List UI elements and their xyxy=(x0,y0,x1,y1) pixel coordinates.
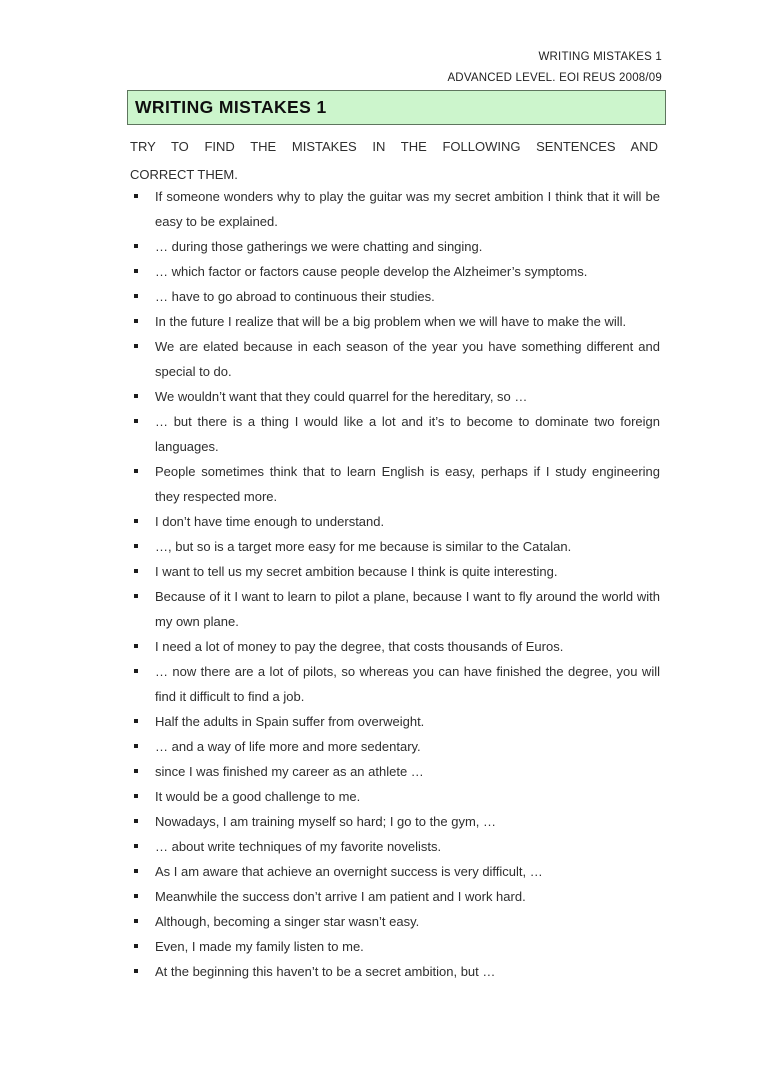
list-item xyxy=(130,759,660,784)
list-item xyxy=(130,859,660,884)
bullet-square-icon xyxy=(130,234,155,259)
sentence-text: … and a way of life more and more sedentary. xyxy=(155,739,421,754)
sentence-list xyxy=(130,184,660,984)
bullet-square-icon xyxy=(130,534,155,559)
list-item xyxy=(130,409,660,459)
list-item xyxy=(130,884,660,909)
sentence-text: Half the adults in Spain suffer from overweight. xyxy=(155,714,425,729)
sentence-text: …, but so is a target more easy for me because is similar to the Catalan. xyxy=(155,539,572,554)
list-item xyxy=(130,309,660,334)
sentence-text: Even, I made my family listen to me. xyxy=(155,939,364,954)
bullet-square-icon xyxy=(130,259,155,284)
instruction-paragraph xyxy=(130,133,658,189)
sentence-text: … now there are a lot of pilots, so whereas you can have finished the degree, you will find it difficult to find a job. xyxy=(155,664,660,704)
sentence-text: Nowadays, I am training myself so hard; I go to the gym, … xyxy=(155,814,497,829)
bullet-square-icon xyxy=(130,859,155,884)
list-item xyxy=(130,234,660,259)
sentence-text: I need a lot of money to pay the degree, that costs thousands of Euros. xyxy=(155,639,564,654)
sentence-text: Meanwhile the success don’t arrive I am patient and I work hard. xyxy=(155,889,526,904)
bullet-square-icon xyxy=(130,334,155,359)
list-item xyxy=(130,709,660,734)
list-item xyxy=(130,534,660,559)
sentence-text: It would be a good challenge to me. xyxy=(155,789,361,804)
list-item xyxy=(130,634,660,659)
instruction-line-2: CORRECT THEM. xyxy=(130,167,238,182)
list-item xyxy=(130,659,660,709)
running-header xyxy=(447,47,662,89)
sentence-text: Although, becoming a singer star wasn’t easy. xyxy=(155,914,420,929)
list-item xyxy=(130,184,660,234)
sentence-text: … but there is a thing I would like a lot and it’s to become to dominate two foreign languages. xyxy=(155,414,660,454)
bullet-square-icon xyxy=(130,309,155,334)
bullet-square-icon xyxy=(130,384,155,409)
running-header-title: WRITING MISTAKES 1 xyxy=(538,51,662,63)
list-item xyxy=(130,559,660,584)
list-item xyxy=(130,834,660,859)
sentence-text: … which factor or factors cause people develop the Alzheimer’s symptoms. xyxy=(155,264,588,279)
bullet-square-icon xyxy=(130,634,155,659)
sentence-text: People sometimes think that to learn English is easy, perhaps if I study engineering they respected more. xyxy=(155,464,660,504)
bullet-square-icon xyxy=(130,509,155,534)
list-item xyxy=(130,284,660,309)
bullet-square-icon xyxy=(130,734,155,759)
sentence-text: … during those gatherings we were chatting and singing. xyxy=(155,239,483,254)
sentence-text: since I was finished my career as an athlete … xyxy=(155,764,424,779)
list-item xyxy=(130,384,660,409)
sentence-text: If someone wonders why to play the guitar was my secret ambition I think that it will be easy to be explained. xyxy=(155,189,660,229)
instruction-line-1: TRY TO FIND THE MISTAKES IN THE FOLLOWING SENTENCES AND xyxy=(130,139,658,154)
bullet-square-icon xyxy=(130,934,155,959)
bullet-square-icon xyxy=(130,784,155,809)
bullet-square-icon xyxy=(130,959,155,984)
list-item xyxy=(130,334,660,384)
list-item xyxy=(130,784,660,809)
sentence-text: Because of it I want to learn to pilot a plane, because I want to fly around the world with my own plane. xyxy=(155,589,660,629)
sentence-text: I don’t have time enough to understand. xyxy=(155,514,385,529)
bullet-square-icon xyxy=(130,409,155,434)
bullet-square-icon xyxy=(130,884,155,909)
sentence-text: As I am aware that achieve an overnight success is very difficult, … xyxy=(155,864,543,879)
page-title: WRITING MISTAKES 1 xyxy=(135,97,327,117)
bullet-square-icon xyxy=(130,759,155,784)
title-banner xyxy=(127,90,666,125)
sentence-text: We are elated because in each season of the year you have something different and special to do. xyxy=(155,339,660,379)
list-item xyxy=(130,734,660,759)
list-item xyxy=(130,934,660,959)
list-item xyxy=(130,809,660,834)
bullet-square-icon xyxy=(130,709,155,734)
sentence-text: We wouldn’t want that they could quarrel for the hereditary, so … xyxy=(155,389,528,404)
running-header-subtitle: ADVANCED LEVEL. EOI REUS 2008/09 xyxy=(447,72,662,84)
list-item xyxy=(130,259,660,284)
list-item xyxy=(130,584,660,634)
sentence-text: I want to tell us my secret ambition because I think is quite interesting. xyxy=(155,564,558,579)
bullet-square-icon xyxy=(130,584,155,609)
bullet-square-icon xyxy=(130,559,155,584)
sentence-text: … have to go abroad to continuous their studies. xyxy=(155,289,435,304)
bullet-square-icon xyxy=(130,459,155,484)
bullet-square-icon xyxy=(130,659,155,684)
list-item xyxy=(130,909,660,934)
sentence-text: At the beginning this haven’t to be a secret ambition, but … xyxy=(155,964,496,979)
list-item xyxy=(130,959,660,984)
sentence-text: … about write techniques of my favorite novelists. xyxy=(155,839,442,854)
list-item xyxy=(130,509,660,534)
bullet-square-icon xyxy=(130,284,155,309)
bullet-square-icon xyxy=(130,834,155,859)
bullet-square-icon xyxy=(130,809,155,834)
list-item xyxy=(130,459,660,509)
bullet-square-icon xyxy=(130,909,155,934)
sentence-text: In the future I realize that will be a big problem when we will have to make the will. xyxy=(155,314,627,329)
bullet-square-icon xyxy=(130,184,155,209)
